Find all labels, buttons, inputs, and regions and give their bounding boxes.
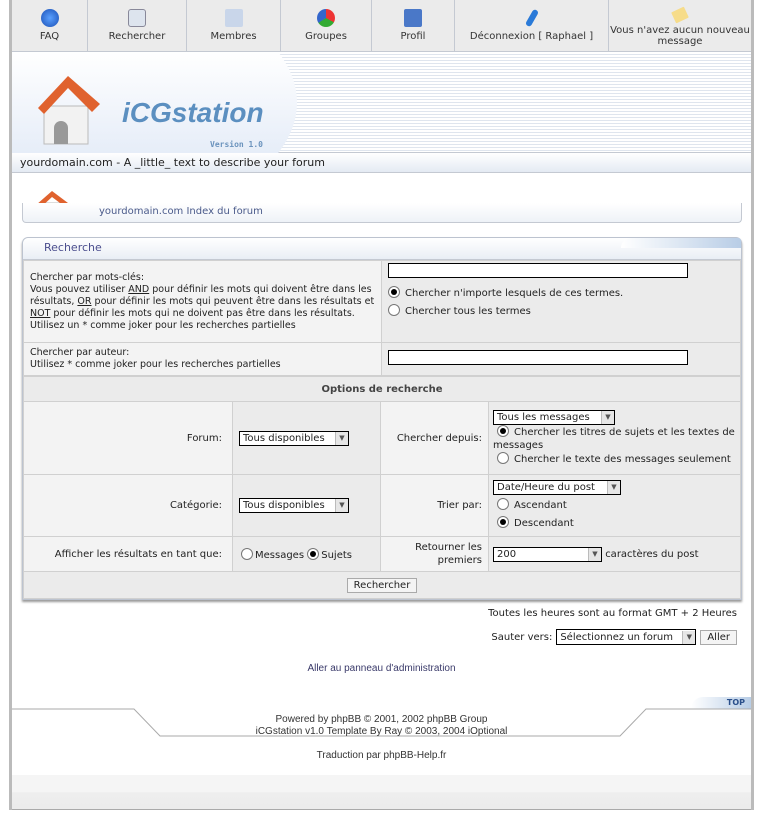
ascending-radio[interactable]: Ascendant <box>493 500 567 511</box>
display-messages-radio[interactable]: Messages <box>241 550 304 561</box>
chevron-down-icon: ▼ <box>601 411 614 424</box>
panel-title: Recherche <box>23 238 741 260</box>
forum-label: Forum: <box>24 402 233 475</box>
key-icon <box>524 9 538 28</box>
template-credit: iCGstation v1.0 Template By Ray © 2003, 2004 iOptional <box>255 726 508 737</box>
top-nav <box>12 0 751 52</box>
search-text-radio[interactable]: Chercher le texte des messages seulement <box>493 454 731 465</box>
jump-go-button[interactable]: Aller <box>700 630 737 645</box>
any-terms-radio[interactable]: Chercher n'importe lesquels de ces termes. <box>388 288 623 299</box>
return-chars-select[interactable]: 200 ▼ <box>493 547 602 562</box>
chevron-down-icon: ▼ <box>335 499 348 512</box>
options-header: Options de recherche <box>24 377 741 402</box>
author-input[interactable] <box>388 350 688 365</box>
jump-select[interactable]: Sélectionnez un forum ▼ <box>556 629 696 645</box>
descending-radio[interactable]: Descendant <box>493 518 574 529</box>
nav-faq[interactable]: FAQ <box>12 0 88 51</box>
nav-messages[interactable]: Vous n'avez aucun nouveau message <box>609 0 751 51</box>
category-select[interactable]: Tous disponibles ▼ <box>239 498 349 513</box>
powered-by: Powered by phpBB © 2001, 2002 phpBB Group <box>275 714 488 725</box>
display-topics-radio[interactable]: Sujets <box>307 550 352 561</box>
all-terms-radio[interactable]: Chercher tous les termes <box>388 306 531 317</box>
page-container <box>9 0 754 810</box>
nav-search[interactable]: Rechercher <box>88 0 187 51</box>
chevron-down-icon: ▼ <box>588 548 601 561</box>
nav-groups[interactable]: Groupes <box>281 0 372 51</box>
breadcrumb-index-link[interactable]: yourdomain.com Index du forum <box>99 206 263 217</box>
since-label: Chercher depuis: <box>381 402 489 475</box>
search-icon <box>128 9 146 27</box>
banner <box>12 52 751 153</box>
chevron-down-icon: ▼ <box>682 631 695 644</box>
envelope-icon <box>671 7 689 24</box>
nav-profile[interactable]: Profil <box>372 0 455 51</box>
site-description: yourdomain.com - A _little_ text to describe your forum <box>12 153 751 173</box>
keywords-input[interactable] <box>388 263 688 278</box>
sort-label: Trier par: <box>381 475 489 537</box>
display-label: Afficher les résultats en tant que: <box>24 537 233 572</box>
house-logo-icon <box>30 68 110 146</box>
category-label: Catégorie: <box>24 475 233 537</box>
profile-icon <box>404 9 422 27</box>
jump-to: Sauter vers: Sélectionnez un forum ▼ Aller <box>491 629 737 645</box>
forum-select[interactable]: Tous disponibles ▼ <box>239 431 349 446</box>
return-label: Retourner les premiers <box>381 537 489 572</box>
timezone-note: Toutes les heures sont au format GMT + 2 Heures <box>488 608 737 619</box>
search-submit-button[interactable]: Rechercher <box>347 578 418 593</box>
groups-icon <box>317 9 335 27</box>
chevron-down-icon: ▼ <box>607 481 620 494</box>
back-to-top-link[interactable]: TOP <box>691 697 751 709</box>
nav-logout[interactable]: Déconnexion [ Raphael ] <box>455 0 609 51</box>
faq-icon <box>41 9 59 27</box>
search-titles-radio[interactable]: Chercher les titres de sujets et les textes de messages <box>493 427 735 451</box>
translation-credit: Traduction par phpBB-Help.fr <box>316 750 447 761</box>
breadcrumb <box>22 203 742 223</box>
sort-select[interactable]: Date/Heure du post ▼ <box>493 480 621 495</box>
keywords-label-cell: Chercher par mots-clés: Vous pouvez utiliser AND pour définir les mots qui doivent être dans les résultats, OR pour définir les mots qui peuvent être dans les résultats et NOT pour définir les mots qui ne doivent pas être dans les résultats. Utilisez un * comme joker pour les recherches partielles <box>24 261 382 343</box>
admin-panel-link[interactable]: Aller au panneau d'administration <box>307 663 456 674</box>
since-select[interactable]: Tous les messages ▼ <box>493 410 615 425</box>
search-panel: Recherche Chercher par mots-clés: Vous pouvez utiliser AND pour définir les mots qui doivent être dans les résultats, OR pour définir les mots qui peuvent être dans les résultats et NOT pour définir les mots qui ne doivent pas être dans les résultats. Utilisez un * comme joker pour les recherches partielles Chercher n'importe lesquels de ces termes. Chercher tous les termes Chercher par auteur: Utilisez * comme joker pour les recherches partielles Options de recherche Forum: Tous disponibles ▼ Chercher depuis: Tous les messages ▼ Chercher les titres de sujets et les textes de messages Chercher le texte des messages seulement Catégorie: Tous disponibles ▼ Trier par: Date/Heure du post ▼ Ascendant Descendant Afficher les résultats en tant que: Messages Sujets Retourner les premiers 200 ▼ caractères du post Rechercher <box>22 237 742 600</box>
site-logo: iCGstation <box>122 97 264 128</box>
chevron-down-icon: ▼ <box>335 432 348 445</box>
members-icon <box>225 9 243 27</box>
nav-members[interactable]: Membres <box>187 0 281 51</box>
version-label: Version 1.0 <box>210 140 263 149</box>
